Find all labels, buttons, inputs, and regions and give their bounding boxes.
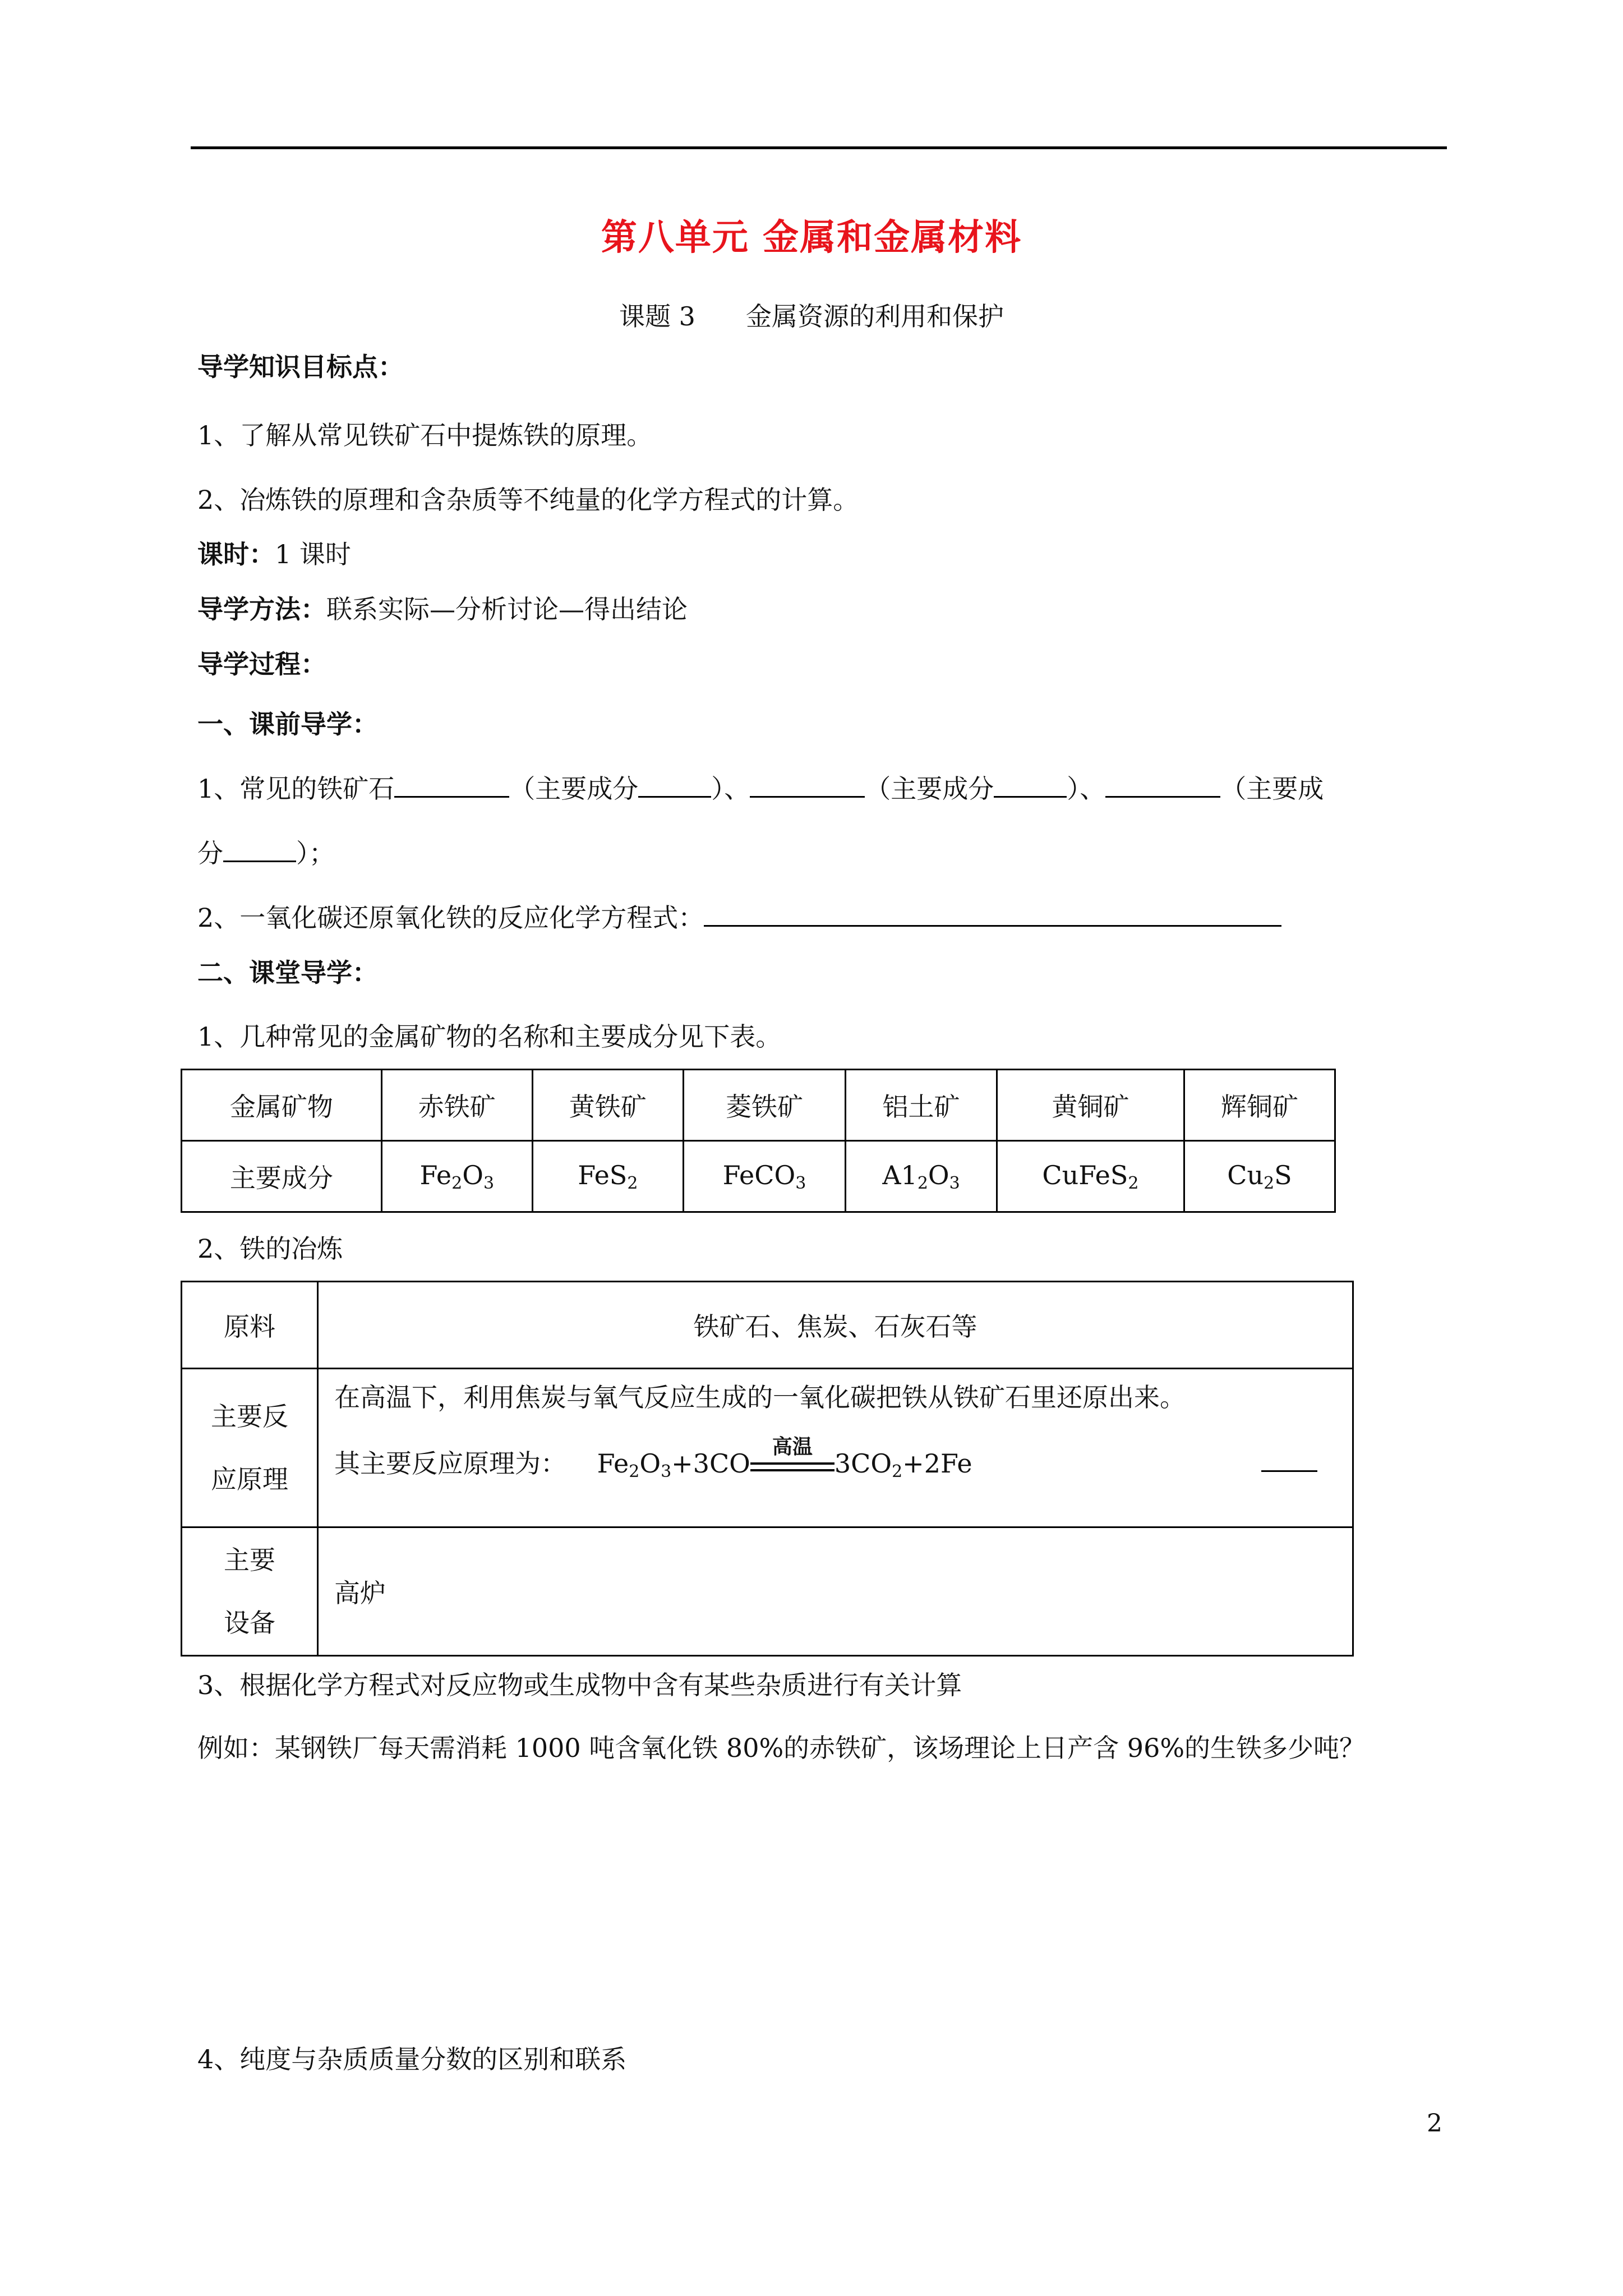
method	[197, 589, 688, 626]
objectives-heading: 导学知识目标点：	[197, 352, 404, 382]
raw-material-label: 原料	[182, 1282, 318, 1369]
equipment-label: 主要 设备	[182, 1527, 318, 1656]
class-hours-value: 1 课时	[275, 539, 351, 569]
question-1-line-2: 分 ）；	[197, 833, 335, 870]
blank-equation[interactable]	[704, 900, 1281, 927]
mineral-formula: FeCO$_3$	[683, 1141, 845, 1212]
blank-ore-3[interactable]	[1105, 771, 1220, 798]
equals-sign	[750, 1435, 834, 1477]
mineral-formula: $Fe_2O_3$	[381, 1141, 532, 1212]
mineral-name: 菱铁矿	[683, 1070, 845, 1141]
table-row	[182, 1282, 1353, 1369]
question-2: 2、一氧化碳还原氧化铁的反应化学方程式：	[197, 898, 1281, 935]
lesson-topic: 金属资源的利用和保护	[745, 301, 1004, 332]
section1-heading: 一、课前导学：	[197, 709, 378, 739]
lesson-subtitle	[0, 296, 1623, 333]
question-1-line-1: 1、常见的铁矿石 （主要成分 ）、 （主要成分 ）、 （主要成	[197, 769, 1324, 806]
equipment-value: 高炉	[318, 1527, 1353, 1656]
example-problem: 例如：某钢铁厂每天需消耗 1000 吨含氧化铁 80%的赤铁矿，该场理论上日产含 96%的生铁多少吨？	[197, 1733, 1366, 1763]
principle-text: 在高温下，利用焦炭与氧气反应生成的一氧化碳把铁从铁矿石里还原出来。	[334, 1382, 1186, 1412]
page-title: 第八单元 金属和金属材料	[601, 217, 1022, 259]
mineral-formula: CuFeS$_2$	[997, 1141, 1184, 1212]
answer-blank[interactable]	[1261, 1470, 1317, 1472]
table-row	[182, 1369, 1353, 1527]
blank-component-3[interactable]	[223, 836, 296, 862]
header-rule	[191, 146, 1447, 149]
item-1: 1、几种常见的金属矿物的名称和主要成分见下表。	[197, 1022, 782, 1052]
reaction-condition: 高温	[772, 1435, 813, 1458]
item-4: 4、纯度与杂质质量分数的区别和联系	[197, 2044, 627, 2074]
mineral-formula: $A1_2O_3$	[846, 1141, 997, 1212]
principle-equation-line: 其主要反应原理为： $Fe_2O_3+3CO$ 高温 $3CO_2+2Fe$	[334, 1443, 972, 1481]
blank-component-2[interactable]	[994, 771, 1067, 798]
mineral-name: 黄铜矿	[997, 1070, 1184, 1141]
table-row	[182, 1141, 1335, 1212]
mineral-name: 辉铜矿	[1184, 1070, 1335, 1141]
item-2: 2、铁的冶炼	[197, 1234, 343, 1264]
blank-component-1[interactable]	[638, 771, 711, 798]
table-row	[182, 1070, 1335, 1141]
raw-material-value: 铁矿石、焦炭、石灰石等	[318, 1282, 1353, 1369]
objective-1: 1、了解从常见铁矿石中提炼铁的原理。	[197, 420, 653, 450]
row-header-component: 主要成分	[182, 1141, 382, 1212]
mineral-table	[181, 1069, 1336, 1213]
smelting-table	[181, 1281, 1354, 1657]
class-hours	[197, 534, 351, 571]
mineral-formula: $Cu_2S$	[1184, 1141, 1335, 1212]
process-heading: 导学过程：	[197, 649, 326, 679]
mineral-name: 铝土矿	[846, 1070, 997, 1141]
mineral-name: 黄铁矿	[532, 1070, 683, 1141]
class-hours-label: 课时：	[197, 539, 275, 569]
method-label: 导学方法：	[197, 594, 326, 624]
mineral-formula: FeS$_2$	[532, 1141, 683, 1212]
page-number: 2	[1427, 2109, 1442, 2138]
table-row	[182, 1527, 1353, 1656]
lesson-number: 课题 3	[619, 301, 695, 332]
item-3: 3、根据化学方程式对反应物或生成物中含有某些杂质进行有关计算	[197, 1670, 962, 1700]
method-value: 联系实际—分析讨论—得出结论	[326, 594, 688, 624]
reaction-equation: $Fe_2O_3+3CO$ 高温 $3CO_2+2Fe$	[597, 1448, 972, 1481]
mineral-name: 赤铁矿	[381, 1070, 532, 1141]
objective-2: 2、冶炼铁的原理和含杂质等不纯量的化学方程式的计算。	[197, 485, 859, 515]
row-header-mineral: 金属矿物	[182, 1070, 382, 1141]
blank-ore-1[interactable]	[394, 771, 509, 798]
principle-cell	[318, 1369, 1353, 1527]
blank-ore-2[interactable]	[750, 771, 865, 798]
principle-label: 主要反 应原理	[182, 1369, 318, 1527]
section2-heading: 二、课堂导学：	[197, 958, 378, 988]
